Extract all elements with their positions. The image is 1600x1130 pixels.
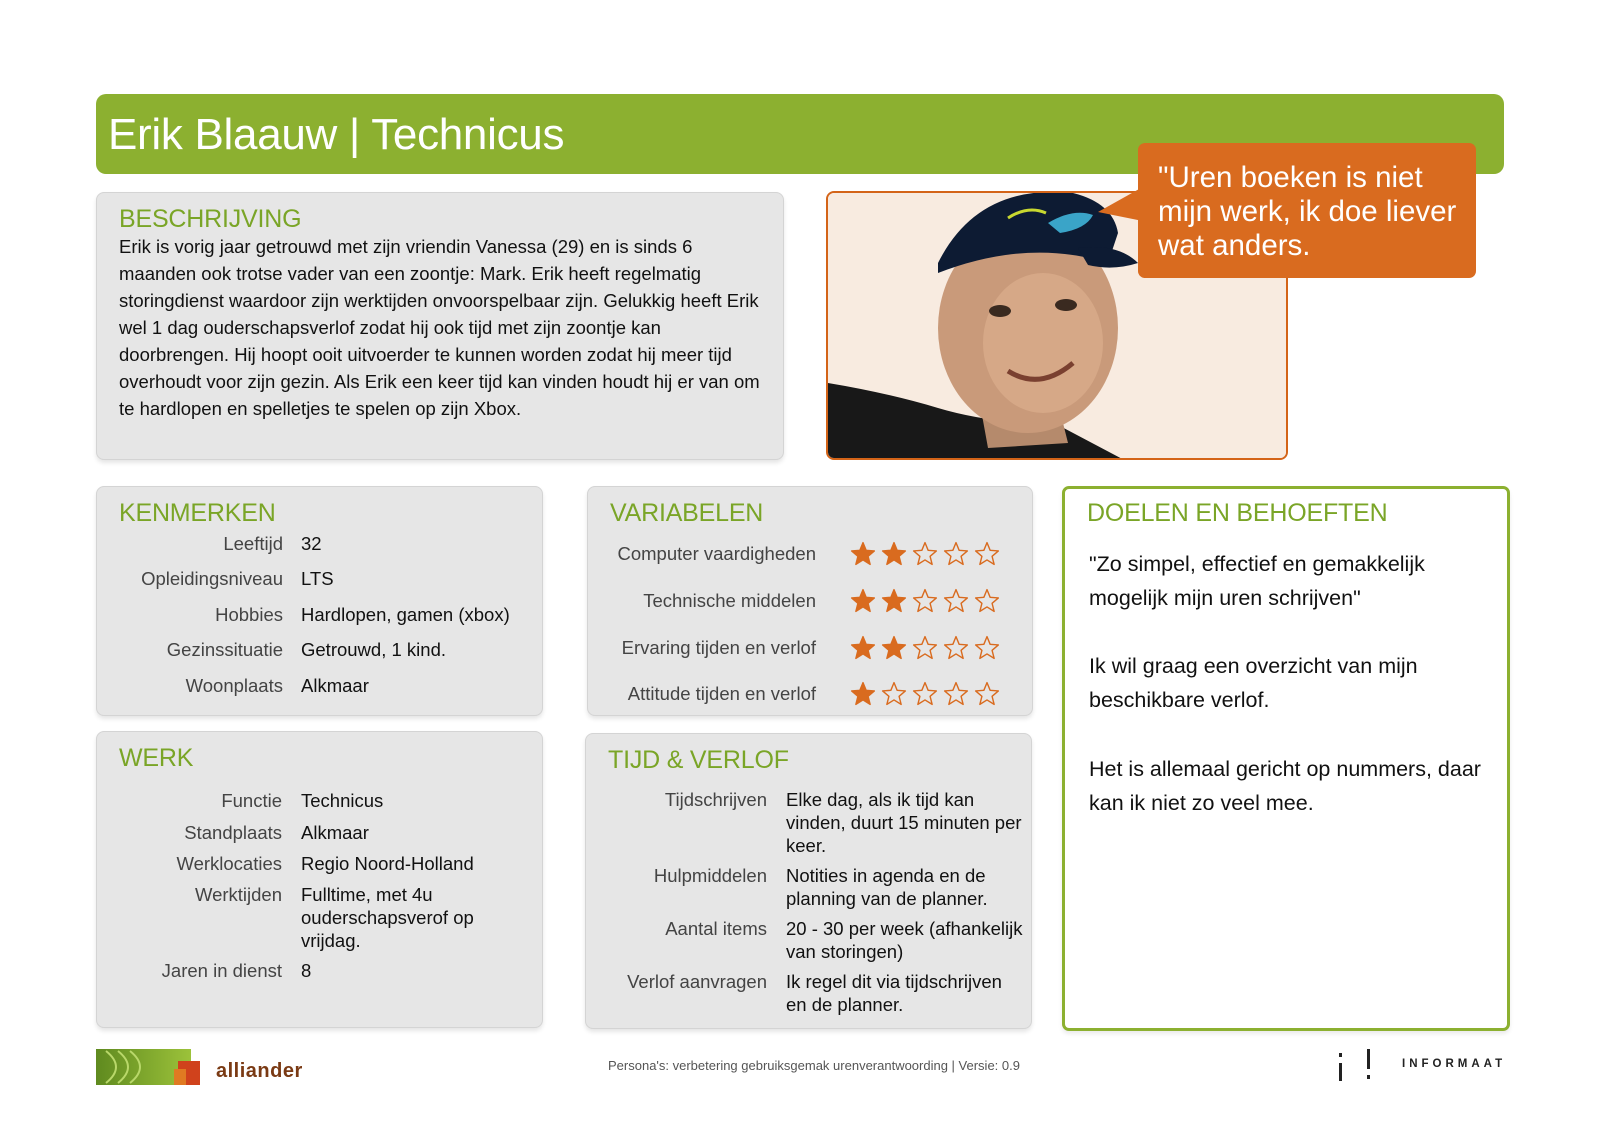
kenmerken-label: Leeftijd (223, 533, 283, 554)
werk-label: Werktijden (194, 884, 282, 905)
star-filled-icon (850, 681, 876, 707)
werk-value: Technicus (301, 790, 384, 811)
star-filled-icon (850, 588, 876, 614)
quote-text: "Uren boeken is niet mijn werk, ik doe liever wat anders. (1158, 161, 1457, 262)
werk-label: Jaren in dienst (161, 960, 282, 981)
page-title: Erik Blaauw | Technicus (108, 110, 565, 159)
variabelen-row (588, 586, 1032, 616)
kenmerken-value: Alkmaar (301, 675, 369, 696)
variabelen-label: Attitude tijden en verlof (627, 683, 816, 704)
kenmerken-title: KENMERKEN (119, 499, 276, 527)
star-empty-icon (974, 635, 1000, 661)
star-filled-icon (881, 635, 907, 661)
tijd-label: Tijdschrijven (664, 789, 767, 810)
variabelen-label: Ervaring tijden en verlof (621, 637, 816, 658)
werk-card (96, 731, 543, 1028)
werk-label: Werklocaties (176, 853, 282, 874)
werk-label: Functie (221, 790, 282, 811)
werk-title: WERK (119, 744, 194, 772)
werk-value: 8 (301, 960, 312, 981)
werk-value: Fulltime, met 4u ouderschapsverof op vrijdag. (301, 884, 474, 951)
doelen-card (1062, 486, 1510, 1031)
variabelen-title: VARIABELEN (610, 499, 764, 527)
star-empty-icon (912, 588, 938, 614)
tijd-label: Verlof aanvragen (627, 971, 767, 992)
kenmerken-value: LTS (301, 568, 334, 589)
tijd-value: Ik regel dit via tijdschrijven en de planner. (786, 971, 1002, 1015)
tijd-verlof-card (585, 733, 1032, 1029)
description-title: BESCHRIJVING (119, 205, 302, 233)
star-empty-icon (912, 635, 938, 661)
goal-paragraph: Het is allemaal gericht op nummers, daar kan ik niet zo veel mee. (1089, 757, 1481, 815)
star-filled-icon (881, 588, 907, 614)
variabelen-row (588, 633, 1032, 663)
goal-paragraph: "Zo simpel, effectief en gemakkelijk mogelijk mijn uren schrijven" (1089, 552, 1425, 610)
star-filled-icon (850, 541, 876, 567)
star-empty-icon (912, 541, 938, 567)
kenmerken-value: Hardlopen, gamen (xbox) (301, 604, 510, 625)
tijd-label: Aantal items (665, 918, 767, 939)
star-empty-icon (943, 588, 969, 614)
kenmerken-card (96, 486, 543, 716)
informaat-logo-icon (1335, 1047, 1375, 1087)
variabelen-row (588, 539, 1032, 569)
tijd-value: 20 - 30 per week (afhankelijk van storingen) (786, 918, 1023, 962)
footer-caption: Persona's: verbetering gebruiksgemak urenverantwoording | Versie: 0.9 (608, 1058, 1020, 1073)
tijd-verlof-title: TIJD & VERLOF (608, 746, 789, 774)
quote-bubble (1138, 143, 1476, 278)
star-empty-icon (943, 541, 969, 567)
werk-value: Regio Noord-Holland (301, 853, 474, 874)
star-empty-icon (912, 681, 938, 707)
kenmerken-label: Woonplaats (185, 675, 283, 696)
doelen-title: DOELEN EN BEHOEFTEN (1087, 499, 1388, 527)
star-empty-icon (974, 681, 1000, 707)
variabelen-label: Computer vaardigheden (617, 543, 816, 564)
goal-paragraph: Ik wil graag een overzicht van mijn beschikbare verlof. (1089, 654, 1418, 712)
description-card (96, 192, 784, 460)
alliander-logo-text: alliander (216, 1060, 303, 1082)
variabelen-row (588, 679, 1032, 709)
tijd-value: Elke dag, als ik tijd kan vinden, duurt 15 minuten per keer. (786, 789, 1022, 856)
werk-value: Alkmaar (301, 822, 369, 843)
description-text: Erik is vorig jaar getrouwd met zijn vriendin Vanessa (29) en is sinds 6 maanden ook trotse vader van een zoontje: Mark. Erik heeft regelmatig storingdienst waardoor zijn werktijden onvoorspelbaar zijn. Gelukkig heeft Erik wel 1 dag ouderschapsverlof zodat hij ook tijd met zijn zoontje kan doorbrengen. Hij hoopt ooit uitvoerder te kunnen worden zodat hij meer tijd overhoudt voor zijn gezin. Als Erik een keer tijd kan vinden houdt hij er van om te hardlopen en spelletjes te spelen op zijn Xbox. (119, 236, 760, 419)
variabelen-label: Technische middelen (643, 590, 816, 611)
star-empty-icon (974, 541, 1000, 567)
star-filled-icon (881, 541, 907, 567)
kenmerken-value: Getrouwd, 1 kind. (301, 639, 446, 660)
tijd-label: Hulpmiddelen (653, 865, 767, 886)
variabelen-card (587, 486, 1033, 716)
star-empty-icon (974, 588, 1000, 614)
star-empty-icon (943, 681, 969, 707)
kenmerken-label: Hobbies (215, 604, 283, 625)
star-empty-icon (881, 681, 907, 707)
tijd-value: Notities in agenda en de planning van de planner. (786, 865, 988, 909)
star-empty-icon (943, 635, 969, 661)
star-filled-icon (850, 635, 876, 661)
informaat-logo-text: INFORMAAT (1402, 1058, 1507, 1070)
werk-label: Standplaats (184, 822, 282, 843)
kenmerken-value: 32 (301, 533, 322, 554)
kenmerken-label: Gezinssituatie (166, 639, 283, 660)
kenmerken-label: Opleidingsniveau (141, 568, 283, 589)
